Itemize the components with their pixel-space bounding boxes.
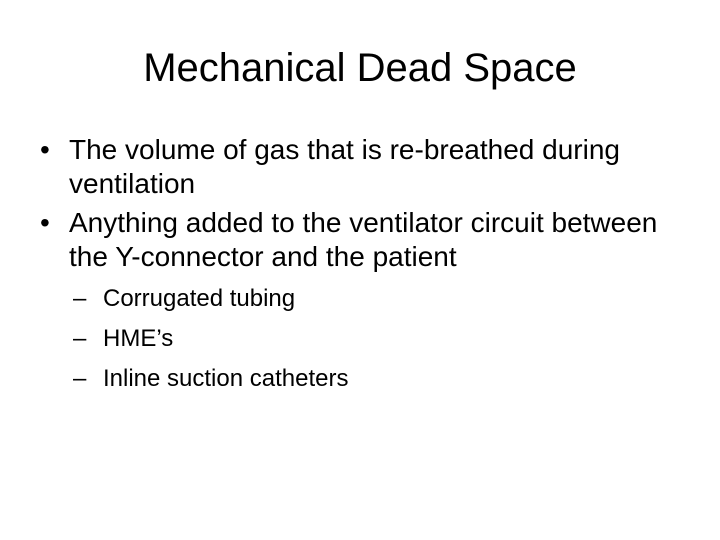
sub-bullet-group xyxy=(36,284,686,394)
bullet-item xyxy=(36,206,686,274)
sub-bullet-marker: – xyxy=(73,325,87,352)
sub-bullet-marker: – xyxy=(73,285,87,312)
sub-bullet-text: Inline suction catheters xyxy=(103,365,349,392)
bullet-text: Anything added to the ventilator circuit between the Y-connector and the patient xyxy=(69,207,658,272)
bullet-marker: • xyxy=(40,134,50,165)
sub-bullet-item xyxy=(36,284,686,314)
sub-bullet-list xyxy=(36,284,686,394)
bullet-list xyxy=(36,133,686,404)
sub-bullet-item xyxy=(36,364,686,394)
bullet-item xyxy=(36,133,686,201)
sub-bullet-text: HME’s xyxy=(103,325,174,352)
slide-title: Mechanical Dead Space xyxy=(143,46,577,90)
sub-bullet-marker: – xyxy=(73,365,87,392)
sub-bullet-text: Corrugated tubing xyxy=(103,285,296,312)
bullet-text: The volume of gas that is re-breathed during ventilation xyxy=(69,134,620,199)
bullet-marker: • xyxy=(40,207,50,238)
sub-bullet-item xyxy=(36,324,686,354)
